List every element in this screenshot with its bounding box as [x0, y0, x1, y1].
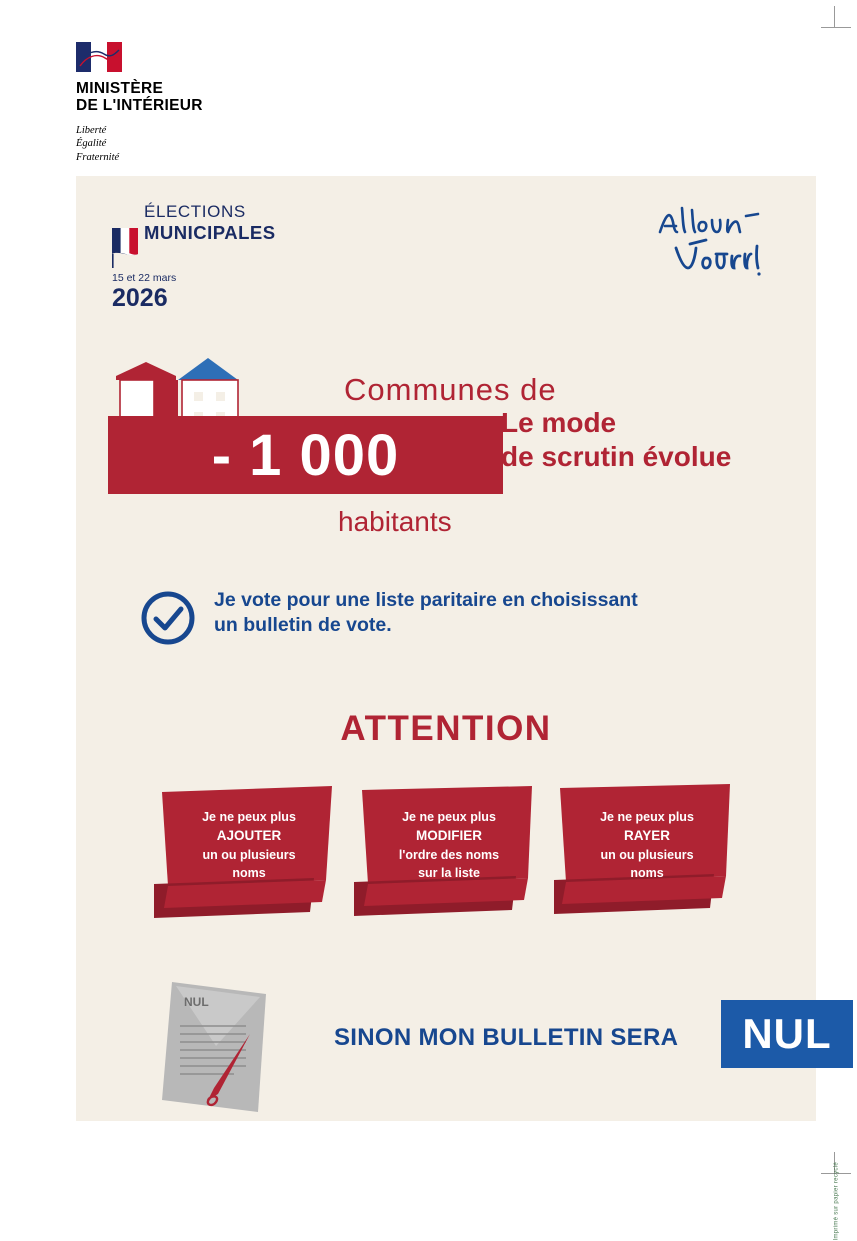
ministry-name-line2: DE L'INTÉRIEUR — [76, 97, 203, 115]
poster-panel — [76, 176, 832, 1121]
ribbon-line2: AJOUTER — [216, 828, 282, 844]
ribbon-line4: noms — [630, 865, 664, 880]
attention-title: ATTENTION — [340, 709, 552, 748]
ribbon-line1: Je ne peux plus — [202, 810, 296, 824]
elections-header — [112, 202, 442, 312]
nul-section — [154, 976, 832, 1116]
ribbon-modifier — [354, 784, 540, 926]
communes-habitants-label: habitants — [338, 506, 452, 537]
marianne-swoosh-icon — [78, 46, 120, 68]
ribbon-line3: un ou plusieurs — [600, 847, 694, 862]
print-footer-note: Imprimé sur papier recyclé — [833, 1162, 839, 1241]
vote-statement-text — [214, 588, 638, 638]
allons-voter-logo — [654, 198, 774, 278]
french-flag-small-icon — [112, 228, 138, 268]
ribbon-line2: RAYER — [623, 828, 671, 844]
vote-statement-line2: un bulletin de vote. — [214, 613, 392, 636]
ministry-name — [76, 80, 306, 115]
motto-line3: Fraternité — [76, 151, 120, 163]
communes-number: - 1 000 — [211, 422, 400, 488]
ribbon-text — [164, 808, 334, 882]
ribbon-line4: sur la liste — [418, 865, 480, 880]
ribbon-line4: noms — [232, 865, 266, 880]
nul-badge: NUL — [721, 1000, 853, 1068]
elections-line2: MUNICIPALES — [144, 222, 276, 243]
ribbon-line3: l'ordre des noms — [398, 847, 500, 862]
attention-ribbons — [154, 784, 754, 934]
headline-line2: de scrutin évolue — [501, 441, 732, 473]
ribbon-text — [364, 808, 534, 882]
ministry-name-line1: MINISTÈRE — [76, 80, 164, 97]
ministry-logo-block — [76, 42, 306, 164]
ribbon-line1: Je ne peux plus — [600, 810, 694, 824]
motto-line1: Liberté — [76, 124, 107, 136]
headline — [501, 406, 801, 474]
ribbon-line2: MODIFIER — [416, 828, 482, 844]
crop-mark-top-right-h — [821, 27, 851, 29]
ribbon-text — [562, 808, 732, 882]
ribbon-line1: Je ne peux plus — [402, 810, 496, 824]
republic-motto — [76, 124, 306, 164]
envelope-label: NUL — [184, 995, 209, 1009]
vote-statement-line1: Je vote pour une liste paritaire en choisissant — [214, 589, 638, 611]
nul-sentence: SINON MON BULLETIN SERA — [334, 1024, 679, 1051]
check-circle-icon — [140, 590, 196, 646]
vote-statement — [140, 588, 760, 646]
french-flag-icon — [76, 42, 122, 72]
ribbon-rayer — [554, 784, 740, 926]
elections-year: 2026 — [112, 284, 168, 312]
elections-date: 15 et 22 mars — [112, 272, 177, 284]
ribbon-ajouter — [154, 784, 340, 926]
crop-mark-top-right — [820, 6, 835, 28]
headline-line1: Le mode — [501, 407, 617, 438]
communes-label: Communes de — [344, 372, 557, 407]
ribbon-line3: un ou plusieurs — [202, 847, 296, 862]
motto-line2: Égalité — [76, 138, 107, 150]
elections-line1: ÉLECTIONS — [144, 202, 246, 221]
envelope-ballot-icon — [154, 976, 284, 1116]
